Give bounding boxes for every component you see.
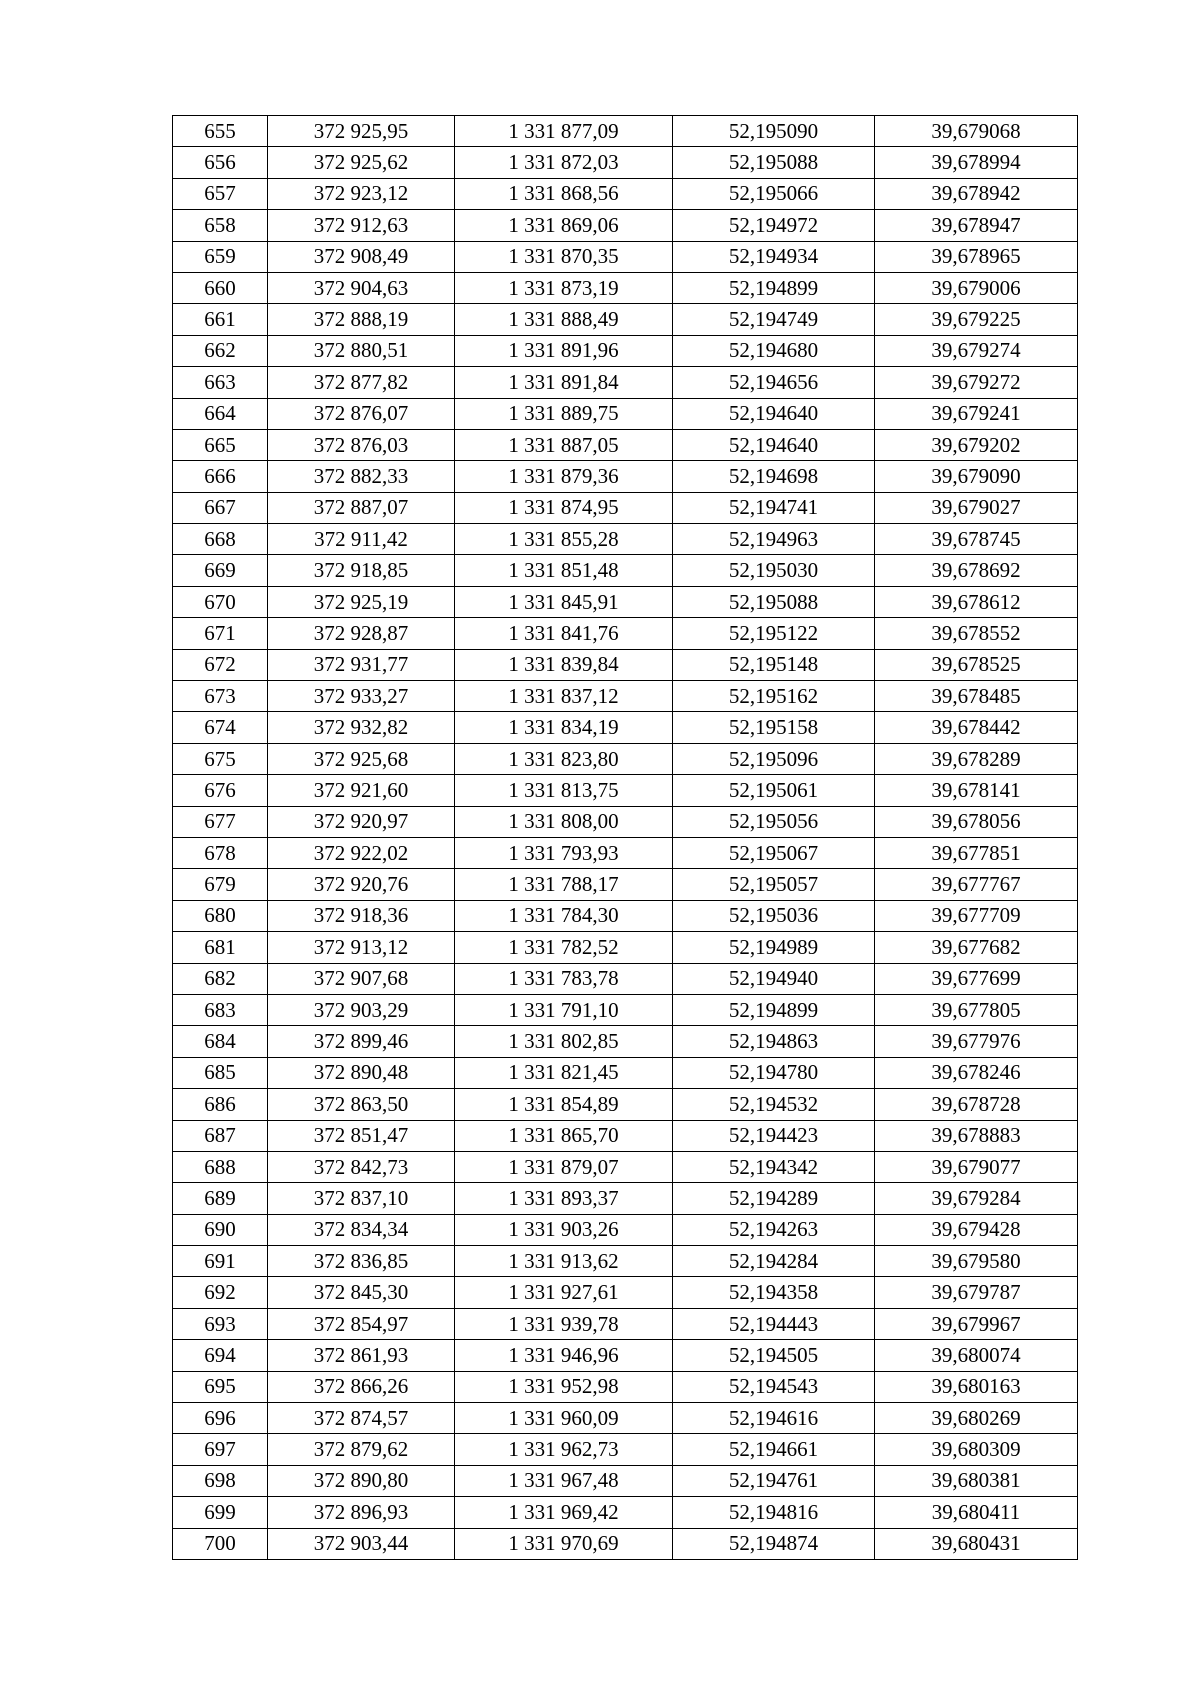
latitude-cell: 52,194934	[673, 241, 875, 272]
y-coordinate-cell: 1 331 788,17	[455, 869, 673, 900]
x-coordinate-cell: 372 836,85	[268, 1246, 455, 1277]
latitude-cell: 52,194423	[673, 1120, 875, 1151]
table-row	[173, 932, 1078, 963]
latitude-cell: 52,194680	[673, 335, 875, 366]
point-number-cell: 694	[173, 1340, 268, 1371]
y-coordinate-cell: 1 331 823,80	[455, 743, 673, 774]
longitude-cell: 39,677699	[875, 963, 1078, 994]
longitude-cell: 39,679284	[875, 1183, 1078, 1214]
table-row	[173, 837, 1078, 868]
latitude-cell: 52,194616	[673, 1403, 875, 1434]
x-coordinate-cell: 372 920,76	[268, 869, 455, 900]
table-row	[173, 994, 1078, 1025]
longitude-cell: 39,680309	[875, 1434, 1078, 1465]
x-coordinate-cell: 372 904,63	[268, 272, 455, 303]
point-number-cell: 684	[173, 1026, 268, 1057]
x-coordinate-cell: 372 845,30	[268, 1277, 455, 1308]
longitude-cell: 39,677709	[875, 900, 1078, 931]
y-coordinate-cell: 1 331 802,85	[455, 1026, 673, 1057]
y-coordinate-cell: 1 331 813,75	[455, 775, 673, 806]
latitude-cell: 52,194284	[673, 1246, 875, 1277]
latitude-cell: 52,194741	[673, 492, 875, 523]
latitude-cell: 52,194780	[673, 1057, 875, 1088]
longitude-cell: 39,679225	[875, 304, 1078, 335]
y-coordinate-cell: 1 331 970,69	[455, 1528, 673, 1559]
latitude-cell: 52,194863	[673, 1026, 875, 1057]
longitude-cell: 39,679787	[875, 1277, 1078, 1308]
y-coordinate-cell: 1 331 903,26	[455, 1214, 673, 1245]
table-row	[173, 1214, 1078, 1245]
latitude-cell: 52,194263	[673, 1214, 875, 1245]
point-number-cell: 658	[173, 210, 268, 241]
x-coordinate-cell: 372 921,60	[268, 775, 455, 806]
x-coordinate-cell: 372 851,47	[268, 1120, 455, 1151]
x-coordinate-cell: 372 907,68	[268, 963, 455, 994]
x-coordinate-cell: 372 888,19	[268, 304, 455, 335]
y-coordinate-cell: 1 331 868,56	[455, 178, 673, 209]
longitude-cell: 39,678485	[875, 681, 1078, 712]
point-number-cell: 664	[173, 398, 268, 429]
x-coordinate-cell: 372 931,77	[268, 649, 455, 680]
longitude-cell: 39,678745	[875, 524, 1078, 555]
longitude-cell: 39,677805	[875, 994, 1078, 1025]
point-number-cell: 683	[173, 994, 268, 1025]
latitude-cell: 52,194749	[673, 304, 875, 335]
point-number-cell: 659	[173, 241, 268, 272]
y-coordinate-cell: 1 331 821,45	[455, 1057, 673, 1088]
x-coordinate-cell: 372 842,73	[268, 1151, 455, 1182]
longitude-cell: 39,678141	[875, 775, 1078, 806]
x-coordinate-cell: 372 890,48	[268, 1057, 455, 1088]
y-coordinate-cell: 1 331 888,49	[455, 304, 673, 335]
x-coordinate-cell: 372 933,27	[268, 681, 455, 712]
latitude-cell: 52,194972	[673, 210, 875, 241]
x-coordinate-cell: 372 925,95	[268, 116, 455, 147]
x-coordinate-cell: 372 899,46	[268, 1026, 455, 1057]
point-number-cell: 699	[173, 1497, 268, 1528]
longitude-cell: 39,677767	[875, 869, 1078, 900]
point-number-cell: 655	[173, 116, 268, 147]
x-coordinate-cell: 372 913,12	[268, 932, 455, 963]
table-row	[173, 178, 1078, 209]
point-number-cell: 690	[173, 1214, 268, 1245]
latitude-cell: 52,195122	[673, 618, 875, 649]
y-coordinate-cell: 1 331 913,62	[455, 1246, 673, 1277]
y-coordinate-cell: 1 331 946,96	[455, 1340, 673, 1371]
longitude-cell: 39,678289	[875, 743, 1078, 774]
x-coordinate-cell: 372 922,02	[268, 837, 455, 868]
y-coordinate-cell: 1 331 808,00	[455, 806, 673, 837]
longitude-cell: 39,679027	[875, 492, 1078, 523]
latitude-cell: 52,194543	[673, 1371, 875, 1402]
x-coordinate-cell: 372 882,33	[268, 461, 455, 492]
x-coordinate-cell: 372 911,42	[268, 524, 455, 555]
longitude-cell: 39,678965	[875, 241, 1078, 272]
point-number-cell: 698	[173, 1465, 268, 1496]
point-number-cell: 688	[173, 1151, 268, 1182]
y-coordinate-cell: 1 331 927,61	[455, 1277, 673, 1308]
table-row	[173, 147, 1078, 178]
x-coordinate-cell: 372 925,62	[268, 147, 455, 178]
x-coordinate-cell: 372 923,12	[268, 178, 455, 209]
longitude-cell: 39,677976	[875, 1026, 1078, 1057]
x-coordinate-cell: 372 874,57	[268, 1403, 455, 1434]
point-number-cell: 660	[173, 272, 268, 303]
latitude-cell: 52,195088	[673, 586, 875, 617]
latitude-cell: 52,194963	[673, 524, 875, 555]
y-coordinate-cell: 1 331 891,96	[455, 335, 673, 366]
coordinates-table-body	[173, 116, 1078, 1560]
y-coordinate-cell: 1 331 889,75	[455, 398, 673, 429]
point-number-cell: 687	[173, 1120, 268, 1151]
longitude-cell: 39,678994	[875, 147, 1078, 178]
x-coordinate-cell: 372 879,62	[268, 1434, 455, 1465]
x-coordinate-cell: 372 854,97	[268, 1308, 455, 1339]
latitude-cell: 52,194443	[673, 1308, 875, 1339]
point-number-cell: 677	[173, 806, 268, 837]
longitude-cell: 39,680074	[875, 1340, 1078, 1371]
point-number-cell: 691	[173, 1246, 268, 1277]
x-coordinate-cell: 372 903,44	[268, 1528, 455, 1559]
point-number-cell: 678	[173, 837, 268, 868]
point-number-cell: 679	[173, 869, 268, 900]
point-number-cell: 697	[173, 1434, 268, 1465]
point-number-cell: 692	[173, 1277, 268, 1308]
table-row	[173, 1340, 1078, 1371]
longitude-cell: 39,680431	[875, 1528, 1078, 1559]
latitude-cell: 52,194656	[673, 367, 875, 398]
latitude-cell: 52,195158	[673, 712, 875, 743]
latitude-cell: 52,194358	[673, 1277, 875, 1308]
longitude-cell: 39,679202	[875, 429, 1078, 460]
longitude-cell: 39,679274	[875, 335, 1078, 366]
latitude-cell: 52,195057	[673, 869, 875, 900]
coordinates-table	[172, 115, 1078, 1560]
longitude-cell: 39,678942	[875, 178, 1078, 209]
x-coordinate-cell: 372 896,93	[268, 1497, 455, 1528]
latitude-cell: 52,195036	[673, 900, 875, 931]
point-number-cell: 668	[173, 524, 268, 555]
longitude-cell: 39,679428	[875, 1214, 1078, 1245]
longitude-cell: 39,678692	[875, 555, 1078, 586]
longitude-cell: 39,680269	[875, 1403, 1078, 1434]
x-coordinate-cell: 372 876,07	[268, 398, 455, 429]
table-row	[173, 963, 1078, 994]
y-coordinate-cell: 1 331 873,19	[455, 272, 673, 303]
table-row	[173, 1026, 1078, 1057]
x-coordinate-cell: 372 920,97	[268, 806, 455, 837]
x-coordinate-cell: 372 877,82	[268, 367, 455, 398]
table-row	[173, 712, 1078, 743]
longitude-cell: 39,678442	[875, 712, 1078, 743]
x-coordinate-cell: 372 928,87	[268, 618, 455, 649]
point-number-cell: 682	[173, 963, 268, 994]
latitude-cell: 52,195066	[673, 178, 875, 209]
table-row	[173, 1120, 1078, 1151]
table-row	[173, 743, 1078, 774]
point-number-cell: 661	[173, 304, 268, 335]
latitude-cell: 52,194640	[673, 429, 875, 460]
longitude-cell: 39,679580	[875, 1246, 1078, 1277]
x-coordinate-cell: 372 880,51	[268, 335, 455, 366]
longitude-cell: 39,679272	[875, 367, 1078, 398]
table-row	[173, 429, 1078, 460]
point-number-cell: 689	[173, 1183, 268, 1214]
longitude-cell: 39,678883	[875, 1120, 1078, 1151]
table-row	[173, 1528, 1078, 1559]
y-coordinate-cell: 1 331 893,37	[455, 1183, 673, 1214]
y-coordinate-cell: 1 331 834,19	[455, 712, 673, 743]
x-coordinate-cell: 372 837,10	[268, 1183, 455, 1214]
longitude-cell: 39,679068	[875, 116, 1078, 147]
point-number-cell: 696	[173, 1403, 268, 1434]
table-row	[173, 398, 1078, 429]
x-coordinate-cell: 372 908,49	[268, 241, 455, 272]
y-coordinate-cell: 1 331 879,07	[455, 1151, 673, 1182]
point-number-cell: 676	[173, 775, 268, 806]
y-coordinate-cell: 1 331 784,30	[455, 900, 673, 931]
y-coordinate-cell: 1 331 887,05	[455, 429, 673, 460]
point-number-cell: 693	[173, 1308, 268, 1339]
point-number-cell: 695	[173, 1371, 268, 1402]
x-coordinate-cell: 372 866,26	[268, 1371, 455, 1402]
latitude-cell: 52,194289	[673, 1183, 875, 1214]
y-coordinate-cell: 1 331 967,48	[455, 1465, 673, 1496]
longitude-cell: 39,678056	[875, 806, 1078, 837]
latitude-cell: 52,195061	[673, 775, 875, 806]
y-coordinate-cell: 1 331 841,76	[455, 618, 673, 649]
latitude-cell: 52,195162	[673, 681, 875, 712]
longitude-cell: 39,679006	[875, 272, 1078, 303]
longitude-cell: 39,677682	[875, 932, 1078, 963]
table-row	[173, 1308, 1078, 1339]
table-row	[173, 775, 1078, 806]
y-coordinate-cell: 1 331 891,84	[455, 367, 673, 398]
table-row	[173, 900, 1078, 931]
table-row	[173, 210, 1078, 241]
longitude-cell: 39,678246	[875, 1057, 1078, 1088]
latitude-cell: 52,194532	[673, 1089, 875, 1120]
latitude-cell: 52,195090	[673, 116, 875, 147]
latitude-cell: 52,195067	[673, 837, 875, 868]
point-number-cell: 671	[173, 618, 268, 649]
y-coordinate-cell: 1 331 851,48	[455, 555, 673, 586]
latitude-cell: 52,194505	[673, 1340, 875, 1371]
latitude-cell: 52,194640	[673, 398, 875, 429]
point-number-cell: 685	[173, 1057, 268, 1088]
point-number-cell: 686	[173, 1089, 268, 1120]
latitude-cell: 52,194899	[673, 994, 875, 1025]
y-coordinate-cell: 1 331 855,28	[455, 524, 673, 555]
y-coordinate-cell: 1 331 782,52	[455, 932, 673, 963]
point-number-cell: 656	[173, 147, 268, 178]
x-coordinate-cell: 372 890,80	[268, 1465, 455, 1496]
table-row	[173, 1434, 1078, 1465]
longitude-cell: 39,680381	[875, 1465, 1078, 1496]
point-number-cell: 657	[173, 178, 268, 209]
longitude-cell: 39,679090	[875, 461, 1078, 492]
latitude-cell: 52,194874	[673, 1528, 875, 1559]
table-row	[173, 241, 1078, 272]
point-number-cell: 674	[173, 712, 268, 743]
x-coordinate-cell: 372 918,85	[268, 555, 455, 586]
point-number-cell: 666	[173, 461, 268, 492]
latitude-cell: 52,195096	[673, 743, 875, 774]
y-coordinate-cell: 1 331 874,95	[455, 492, 673, 523]
y-coordinate-cell: 1 331 969,42	[455, 1497, 673, 1528]
latitude-cell: 52,194816	[673, 1497, 875, 1528]
table-row	[173, 1497, 1078, 1528]
table-row	[173, 116, 1078, 147]
point-number-cell: 681	[173, 932, 268, 963]
longitude-cell: 39,679077	[875, 1151, 1078, 1182]
point-number-cell: 667	[173, 492, 268, 523]
x-coordinate-cell: 372 925,68	[268, 743, 455, 774]
longitude-cell: 39,680163	[875, 1371, 1078, 1402]
y-coordinate-cell: 1 331 837,12	[455, 681, 673, 712]
y-coordinate-cell: 1 331 870,35	[455, 241, 673, 272]
longitude-cell: 39,678552	[875, 618, 1078, 649]
y-coordinate-cell: 1 331 939,78	[455, 1308, 673, 1339]
table-row	[173, 681, 1078, 712]
y-coordinate-cell: 1 331 783,78	[455, 963, 673, 994]
longitude-cell: 39,677851	[875, 837, 1078, 868]
point-number-cell: 700	[173, 1528, 268, 1559]
point-number-cell: 670	[173, 586, 268, 617]
table-row	[173, 335, 1078, 366]
x-coordinate-cell: 372 887,07	[268, 492, 455, 523]
y-coordinate-cell: 1 331 879,36	[455, 461, 673, 492]
table-row	[173, 304, 1078, 335]
longitude-cell: 39,678612	[875, 586, 1078, 617]
latitude-cell: 52,194899	[673, 272, 875, 303]
latitude-cell: 52,194761	[673, 1465, 875, 1496]
latitude-cell: 52,195056	[673, 806, 875, 837]
latitude-cell: 52,194940	[673, 963, 875, 994]
point-number-cell: 673	[173, 681, 268, 712]
point-number-cell: 672	[173, 649, 268, 680]
table-row	[173, 586, 1078, 617]
point-number-cell: 680	[173, 900, 268, 931]
table-row	[173, 272, 1078, 303]
point-number-cell: 663	[173, 367, 268, 398]
y-coordinate-cell: 1 331 839,84	[455, 649, 673, 680]
table-row	[173, 492, 1078, 523]
table-row	[173, 1465, 1078, 1496]
table-row	[173, 1403, 1078, 1434]
latitude-cell: 52,194989	[673, 932, 875, 963]
x-coordinate-cell: 372 932,82	[268, 712, 455, 743]
latitude-cell: 52,194342	[673, 1151, 875, 1182]
y-coordinate-cell: 1 331 877,09	[455, 116, 673, 147]
table-row	[173, 1371, 1078, 1402]
y-coordinate-cell: 1 331 960,09	[455, 1403, 673, 1434]
x-coordinate-cell: 372 876,03	[268, 429, 455, 460]
latitude-cell: 52,195148	[673, 649, 875, 680]
y-coordinate-cell: 1 331 869,06	[455, 210, 673, 241]
x-coordinate-cell: 372 863,50	[268, 1089, 455, 1120]
x-coordinate-cell: 372 912,63	[268, 210, 455, 241]
point-number-cell: 675	[173, 743, 268, 774]
point-number-cell: 662	[173, 335, 268, 366]
table-row	[173, 1057, 1078, 1088]
table-row	[173, 524, 1078, 555]
table-row	[173, 869, 1078, 900]
latitude-cell: 52,195088	[673, 147, 875, 178]
y-coordinate-cell: 1 331 872,03	[455, 147, 673, 178]
table-row	[173, 1246, 1078, 1277]
table-row	[173, 1277, 1078, 1308]
latitude-cell: 52,194661	[673, 1434, 875, 1465]
y-coordinate-cell: 1 331 791,10	[455, 994, 673, 1025]
point-number-cell: 665	[173, 429, 268, 460]
y-coordinate-cell: 1 331 865,70	[455, 1120, 673, 1151]
x-coordinate-cell: 372 834,34	[268, 1214, 455, 1245]
longitude-cell: 39,679241	[875, 398, 1078, 429]
point-number-cell: 669	[173, 555, 268, 586]
y-coordinate-cell: 1 331 845,91	[455, 586, 673, 617]
table-row	[173, 1151, 1078, 1182]
x-coordinate-cell: 372 925,19	[268, 586, 455, 617]
y-coordinate-cell: 1 331 793,93	[455, 837, 673, 868]
table-row	[173, 367, 1078, 398]
longitude-cell: 39,678947	[875, 210, 1078, 241]
latitude-cell: 52,195030	[673, 555, 875, 586]
y-coordinate-cell: 1 331 952,98	[455, 1371, 673, 1402]
longitude-cell: 39,678525	[875, 649, 1078, 680]
longitude-cell: 39,678728	[875, 1089, 1078, 1120]
table-row	[173, 806, 1078, 837]
x-coordinate-cell: 372 903,29	[268, 994, 455, 1025]
y-coordinate-cell: 1 331 854,89	[455, 1089, 673, 1120]
x-coordinate-cell: 372 918,36	[268, 900, 455, 931]
table-row	[173, 618, 1078, 649]
table-row	[173, 461, 1078, 492]
latitude-cell: 52,194698	[673, 461, 875, 492]
x-coordinate-cell: 372 861,93	[268, 1340, 455, 1371]
table-row	[173, 555, 1078, 586]
table-row	[173, 649, 1078, 680]
table-row	[173, 1089, 1078, 1120]
table-row	[173, 1183, 1078, 1214]
y-coordinate-cell: 1 331 962,73	[455, 1434, 673, 1465]
longitude-cell: 39,679967	[875, 1308, 1078, 1339]
longitude-cell: 39,680411	[875, 1497, 1078, 1528]
